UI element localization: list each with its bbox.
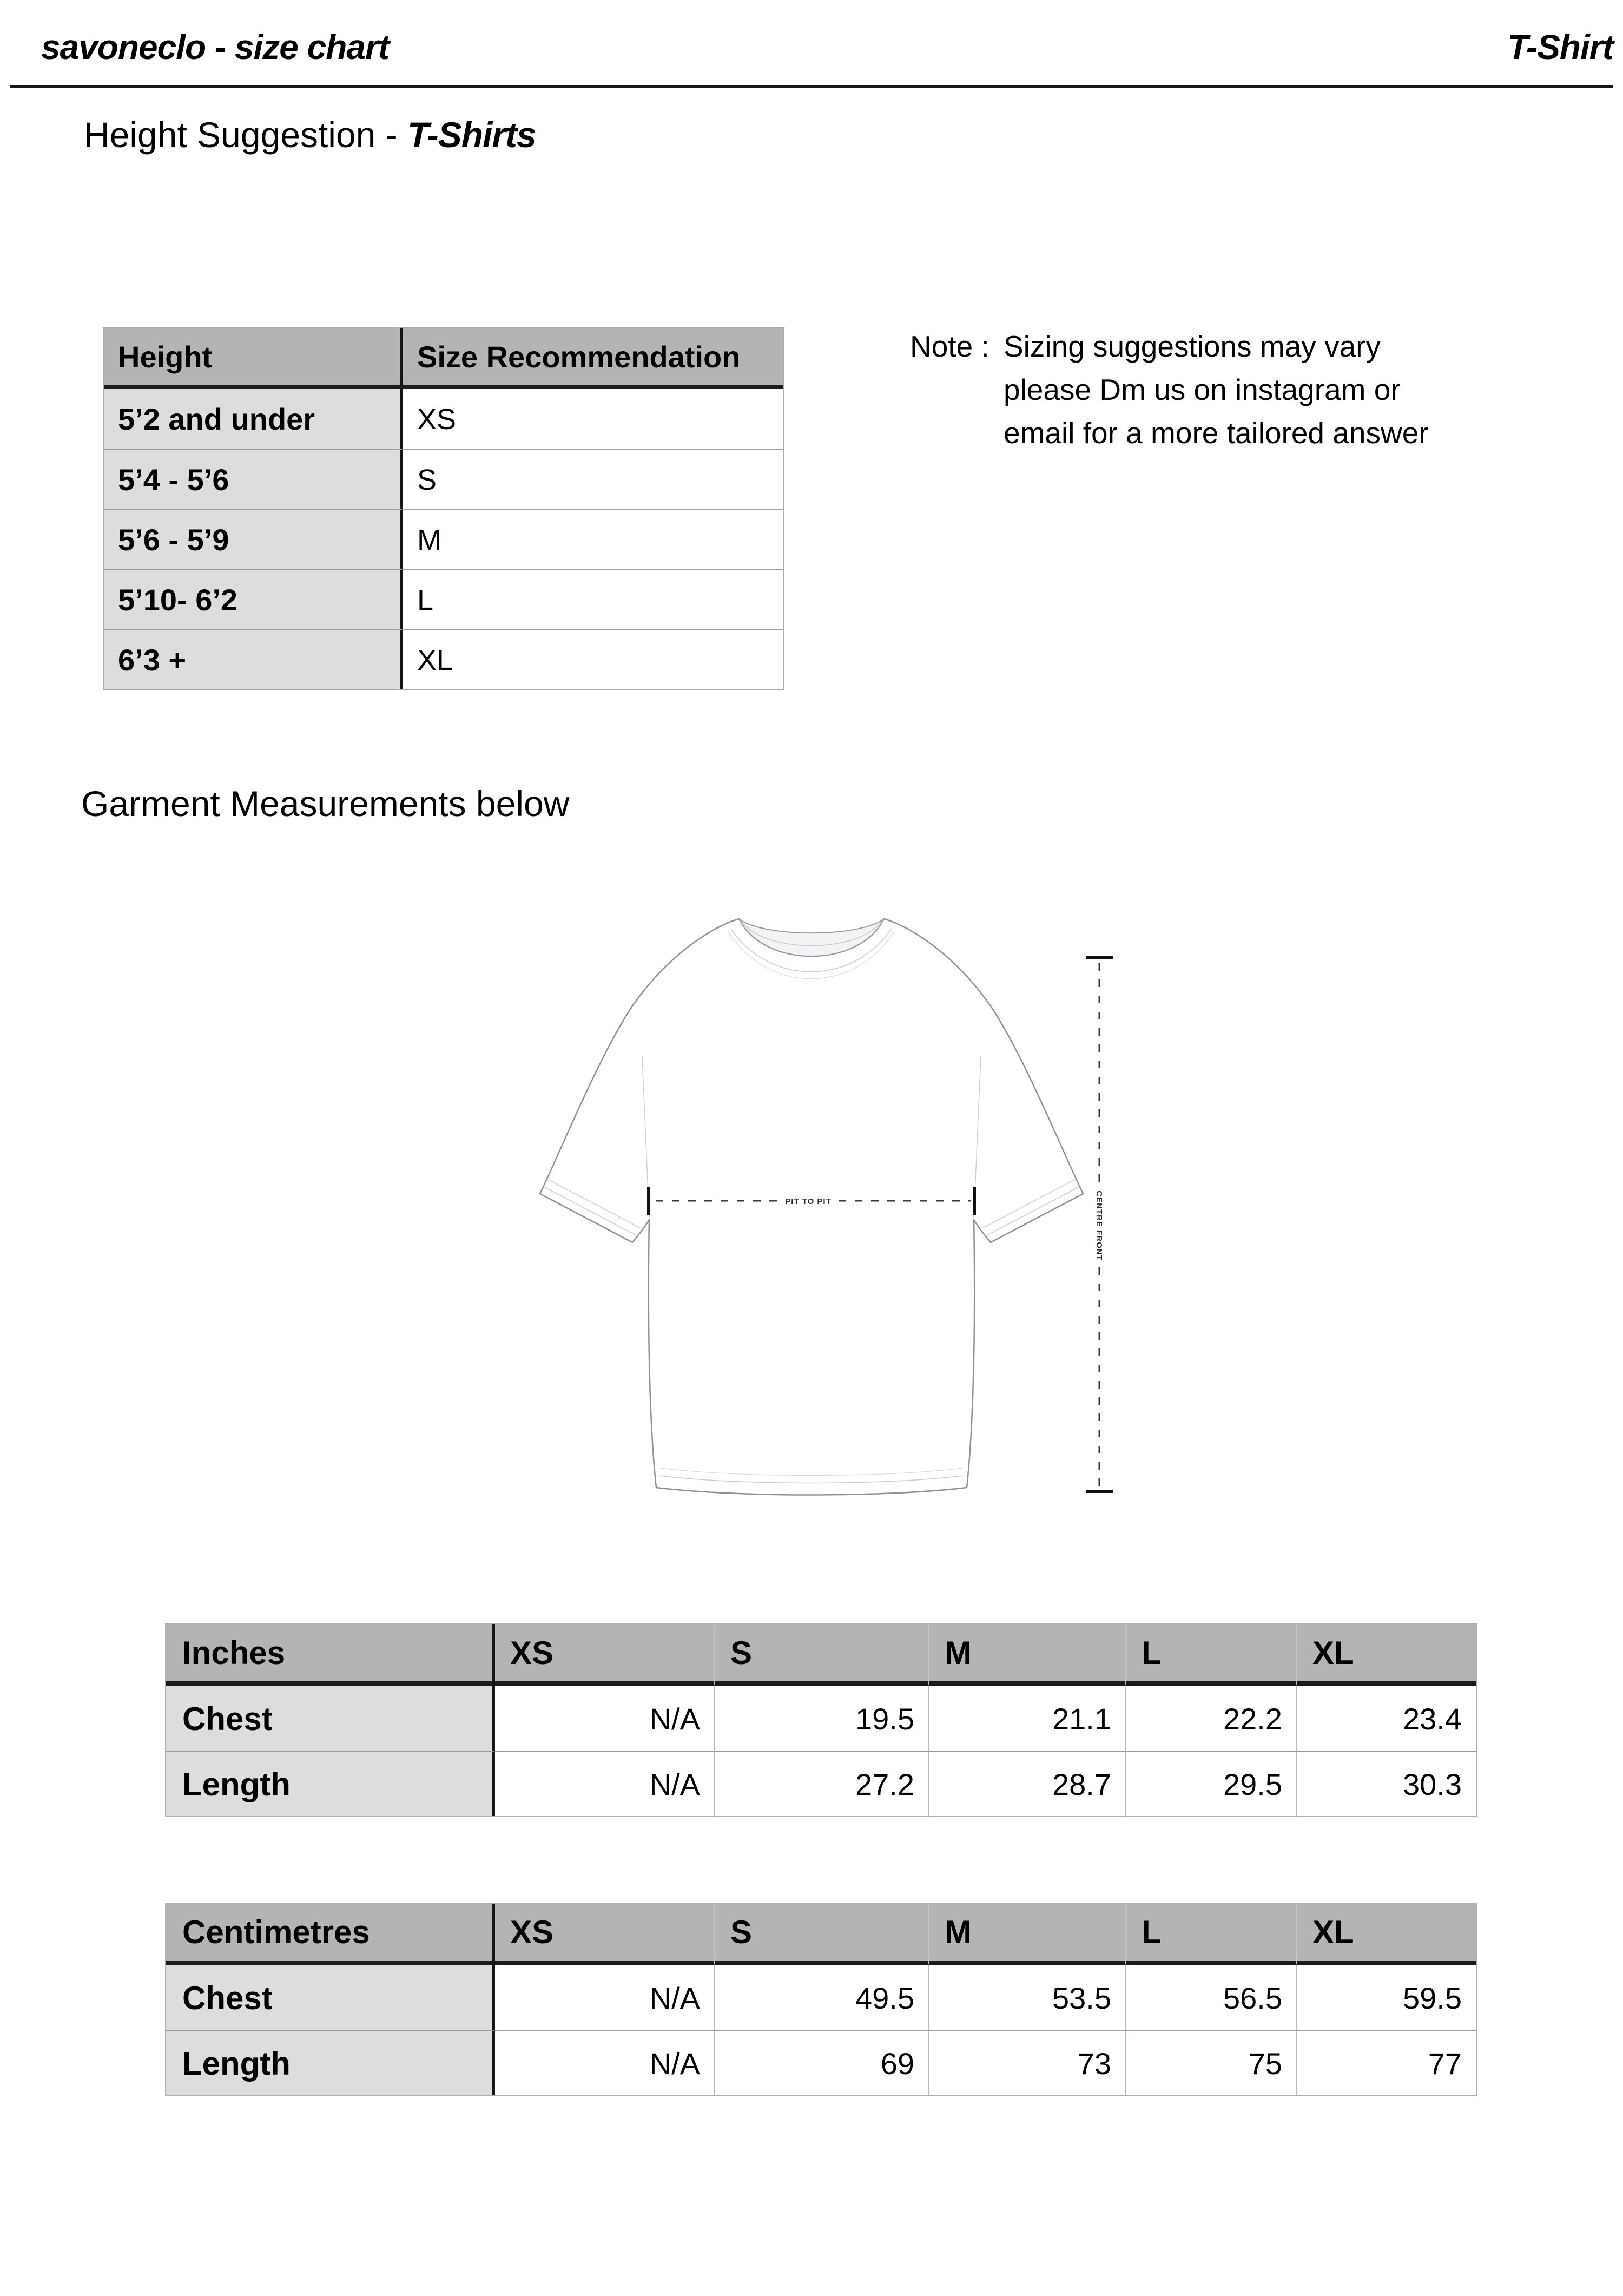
measurement-row-label: Length [166,2030,495,2095]
height-table-row-label: 6’3 + [104,629,403,689]
measurement-value: 75 [1125,2030,1296,2095]
section-title-garment-measurements: Garment Measurements below [81,784,570,824]
size-column-header-xs: XS [495,1904,714,1965]
measurement-value: 69 [714,2030,928,2095]
size-column-header-xl: XL [1296,1624,1476,1686]
page-header [41,28,1613,66]
height-table-row-value: XL [403,629,783,689]
measurement-value: 56.5 [1125,1965,1296,2030]
size-column-header-l: L [1125,1624,1296,1686]
size-column-header-s: S [714,1904,928,1965]
height-table-header-size: Size Recommendation [403,328,783,389]
brand-title: savoneclo - size chart [41,28,390,67]
height-table-row-label: 5’2 and under [104,389,403,449]
measurement-value: 23.4 [1296,1686,1476,1751]
cm-table-unit-header: Centimetres [166,1904,495,1965]
height-table-row-label: 5’4 - 5’6 [104,449,403,509]
size-column-header-m: M [928,1624,1125,1686]
centre-front-label: CENTRE FRONT [1094,1190,1104,1261]
pit-to-pit-label: PIT TO PIT [785,1197,832,1206]
measurement-value: 30.3 [1296,1751,1476,1816]
inches-table [165,1623,1477,1817]
note-line-text: email for a more tailored answer [1004,416,1429,450]
measurement-value: N/A [495,1686,714,1751]
size-column-header-xs: XS [495,1624,714,1686]
measurement-value: 73 [928,2030,1125,2095]
inches-table-unit-header: Inches [166,1624,495,1686]
note-line-text: please Dm us on instagram or [1004,373,1401,406]
measurement-value: N/A [495,1751,714,1816]
pit-marker-left [647,1187,650,1215]
height-table-row-label: 5’6 - 5’9 [104,509,403,569]
measurement-row-label: Chest [166,1686,495,1751]
height-table-row-value: M [403,509,783,569]
measurement-value: 21.1 [928,1686,1125,1751]
note-text [910,325,1429,455]
centre-front-marker-bottom [1086,1490,1113,1493]
note-line [910,325,1429,368]
note-line-text: Sizing suggestions may vary [1004,330,1381,363]
height-table-row-label: 5’10- 6’2 [104,569,403,629]
centimetres-table [165,1903,1477,2096]
measurement-value: 77 [1296,2030,1476,2095]
measurement-value: 19.5 [714,1686,928,1751]
section-title-text: Height Suggestion - [84,115,408,155]
height-table-header-height: Height [104,328,403,389]
measurement-value: 22.2 [1125,1686,1296,1751]
measurement-value: 27.2 [714,1751,928,1816]
size-column-header-l: L [1125,1904,1296,1965]
height-table-row-value: L [403,569,783,629]
measurement-value: 28.7 [928,1751,1125,1816]
section-title-emphasis: T-Shirts [407,115,536,155]
height-table-row-value: S [403,449,783,509]
size-column-header-s: S [714,1624,928,1686]
measurement-value: 59.5 [1296,1965,1476,2030]
height-table-row-value: XS [403,389,783,449]
size-column-header-m: M [928,1904,1125,1965]
header-divider [10,85,1613,88]
tshirt-diagram [498,890,1158,1523]
measurement-value: 29.5 [1125,1751,1296,1816]
pit-marker-right [973,1187,976,1215]
section-title-height-suggestion [84,114,536,156]
measurement-row-label: Length [166,1751,495,1816]
centre-front-marker-top [1086,956,1113,959]
note-label: Note : [910,330,989,363]
size-column-header-xl: XL [1296,1904,1476,1965]
measurement-value: N/A [495,2030,714,2095]
tshirt-outline [540,919,1083,1495]
height-size-table [103,327,784,690]
measurement-value: 53.5 [928,1965,1125,2030]
measurement-value: N/A [495,1965,714,2030]
measurement-row-label: Chest [166,1965,495,2030]
measurement-value: 49.5 [714,1965,928,2030]
product-title: T-Shirt [1507,28,1613,67]
